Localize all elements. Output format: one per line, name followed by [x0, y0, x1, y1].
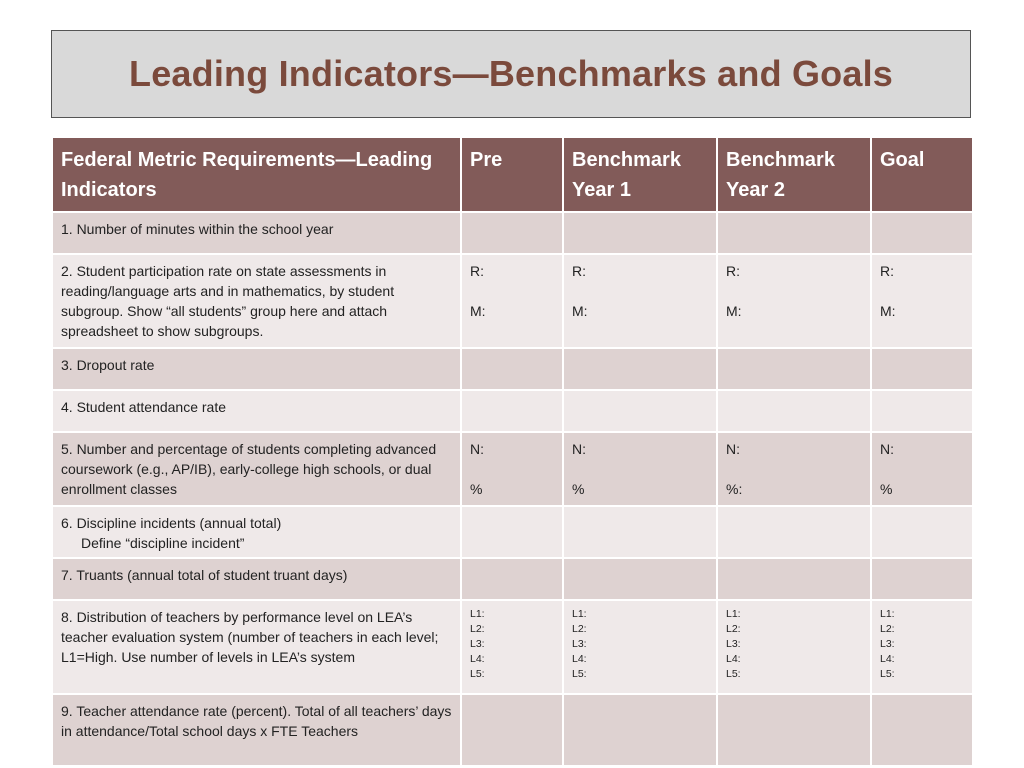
cell-benchmark-2 — [718, 349, 870, 389]
cell-benchmark-2 — [718, 601, 870, 693]
level-line: L4: — [880, 653, 895, 665]
cell-goal — [872, 695, 972, 765]
level-line: L5: — [880, 668, 895, 680]
table-row — [53, 695, 972, 765]
cell-line: N: — [880, 441, 894, 457]
cell-line: R: — [726, 263, 740, 279]
cell-benchmark-1 — [564, 255, 716, 347]
cell-pre — [462, 507, 562, 557]
table-row — [53, 213, 972, 253]
cell-line: % — [572, 481, 585, 497]
cell-benchmark-2 — [718, 695, 870, 765]
cell-benchmark-1 — [564, 433, 716, 505]
cell-pre — [462, 601, 562, 693]
header-goal: Goal — [872, 138, 972, 211]
level-line: L3: — [572, 638, 587, 650]
cell-benchmark-1 — [564, 391, 716, 431]
cell-benchmark-1 — [564, 601, 716, 693]
header-benchmark-year-1: Benchmark Year 1 — [564, 138, 716, 211]
cell-pre — [462, 213, 562, 253]
cell-line: M: — [572, 303, 588, 319]
metric-label: 9. Teacher attendance rate (percent). Total of all teachers’ days in attendance/Total school days x FTE Teachers — [53, 695, 460, 765]
cell-pre — [462, 349, 562, 389]
level-line: L1: — [726, 608, 741, 620]
cell-benchmark-1 — [564, 559, 716, 599]
title-box — [51, 30, 971, 118]
table-row — [53, 507, 972, 557]
level-line: L1: — [572, 608, 587, 620]
cell-goal — [872, 349, 972, 389]
level-line: L5: — [470, 668, 485, 680]
cell-benchmark-2 — [718, 433, 870, 505]
level-line: L3: — [880, 638, 895, 650]
level-line: L4: — [470, 653, 485, 665]
level-line: L4: — [572, 653, 587, 665]
cell-benchmark-1 — [564, 213, 716, 253]
level-line: L3: — [726, 638, 741, 650]
metric-label-text: 6. Discipline incidents (annual total) — [61, 515, 282, 531]
cell-line: N: — [726, 441, 740, 457]
level-line: L1: — [470, 608, 485, 620]
metric-label: 1. Number of minutes within the school year — [53, 213, 460, 253]
cell-benchmark-1 — [564, 349, 716, 389]
cell-line: N: — [572, 441, 586, 457]
header-row — [53, 138, 972, 211]
level-line: L2: — [880, 623, 895, 635]
cell-goal — [872, 391, 972, 431]
cell-line: %: — [726, 481, 743, 497]
level-line: L2: — [572, 623, 587, 635]
metric-label: 8. Distribution of teachers by performance level on LEA’s teacher evaluation system (number of teachers in each level; L1=High. Use number of levels in LEA’s system — [53, 601, 460, 693]
table-row — [53, 601, 972, 693]
cell-line: R: — [470, 263, 484, 279]
table-row — [53, 349, 972, 389]
cell-pre — [462, 433, 562, 505]
cell-goal — [872, 559, 972, 599]
cell-benchmark-2 — [718, 559, 870, 599]
cell-line: M: — [880, 303, 896, 319]
header-metric: Federal Metric Requirements—Leading Indicators — [53, 138, 460, 211]
level-line: L2: — [470, 623, 485, 635]
level-line: L5: — [572, 668, 587, 680]
metric-label: 4. Student attendance rate — [53, 391, 460, 431]
cell-pre — [462, 255, 562, 347]
cell-pre — [462, 391, 562, 431]
cell-benchmark-2 — [718, 213, 870, 253]
level-line: L1: — [880, 608, 895, 620]
cell-goal — [872, 601, 972, 693]
cell-line: % — [880, 481, 893, 497]
cell-goal — [872, 213, 972, 253]
level-line: L3: — [470, 638, 485, 650]
cell-line: N: — [470, 441, 484, 457]
metric-label: 2. Student participation rate on state assessments in reading/language arts and in mathematics, by student subgroup. Show “all students” group here and attach spreadsheet to show subgroups. — [53, 255, 460, 347]
cell-pre — [462, 695, 562, 765]
cell-benchmark-1 — [564, 507, 716, 557]
indicators-table — [51, 136, 974, 767]
cell-benchmark-2 — [718, 255, 870, 347]
cell-goal — [872, 255, 972, 347]
level-line: L2: — [726, 623, 741, 635]
table-row — [53, 559, 972, 599]
cell-line: % — [470, 481, 483, 497]
metric-sub-label: Define “discipline incident” — [81, 535, 245, 551]
cell-line: R: — [880, 263, 894, 279]
cell-goal — [872, 433, 972, 505]
metric-label: 3. Dropout rate — [53, 349, 460, 389]
cell-benchmark-2 — [718, 391, 870, 431]
cell-line: M: — [726, 303, 742, 319]
level-line: L4: — [726, 653, 741, 665]
cell-benchmark-1 — [564, 695, 716, 765]
table-row — [53, 391, 972, 431]
metric-label: 7. Truants (annual total of student truant days) — [53, 559, 460, 599]
cell-line: R: — [572, 263, 586, 279]
cell-benchmark-2 — [718, 507, 870, 557]
cell-pre — [462, 559, 562, 599]
slide-title: Leading Indicators—Benchmarks and Goals — [129, 53, 893, 94]
metric-label: 5. Number and percentage of students completing advanced coursework (e.g., AP/IB), early-college high schools, or dual enrollment classes — [53, 433, 460, 505]
cell-goal — [872, 507, 972, 557]
metric-label — [53, 507, 460, 557]
table-row — [53, 255, 972, 347]
cell-line: M: — [470, 303, 486, 319]
level-line: L5: — [726, 668, 741, 680]
table-row — [53, 433, 972, 505]
header-benchmark-year-2: Benchmark Year 2 — [718, 138, 870, 211]
header-pre: Pre — [462, 138, 562, 211]
